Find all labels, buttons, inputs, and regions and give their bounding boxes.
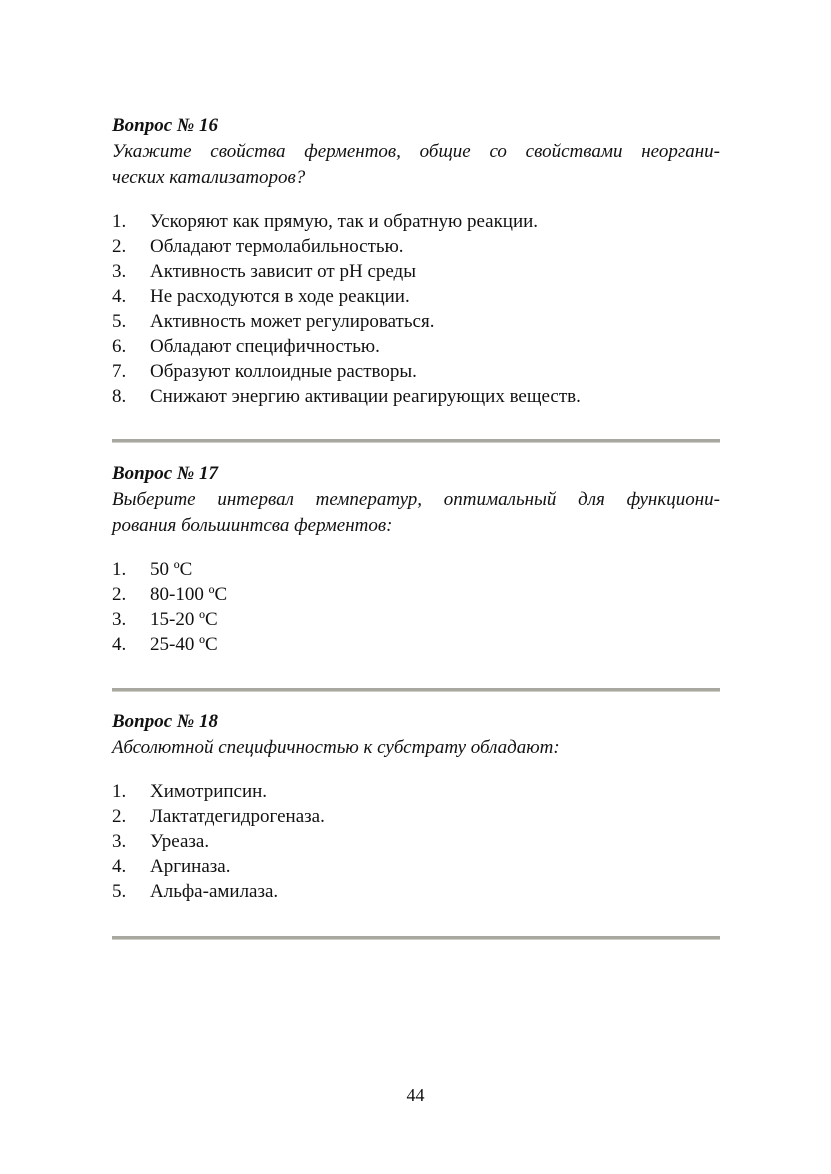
question-text-line: Укажите свойства ферментов, общие со свойствами неоргани- (112, 141, 720, 162)
answer-option (112, 779, 720, 804)
answer-text: Не расходуются в ходе реакции. (150, 286, 410, 307)
answer-number: 1. (112, 559, 127, 580)
answer-text: Образуют коллоидные растворы. (150, 361, 417, 382)
answer-option (112, 557, 720, 582)
question-text-line: Абсолютной специфичностью к субстрату обладают: (112, 737, 560, 758)
section-divider (112, 439, 720, 443)
question-16 (112, 113, 720, 409)
question-title: Вопрос № 18 (112, 711, 219, 732)
question-text (112, 487, 720, 539)
answer-list (112, 209, 720, 409)
answer-number: 1. (112, 781, 127, 802)
answer-option (112, 804, 720, 829)
answer-option (112, 334, 720, 359)
question-17 (112, 461, 720, 657)
question-title: Вопрос № 16 (112, 115, 219, 136)
answer-text: Ускоряют как прямую, так и обратную реакции. (150, 211, 539, 232)
answer-text: 50 ºС (150, 559, 193, 580)
answer-option (112, 582, 720, 607)
answer-number: 2. (112, 806, 127, 827)
answer-number: 3. (112, 609, 127, 630)
answer-text: Химотрипсин. (150, 781, 268, 802)
answer-option (112, 384, 720, 409)
answer-number: 3. (112, 831, 127, 852)
answer-number: 5. (112, 311, 127, 332)
answer-number: 2. (112, 584, 127, 605)
answer-number: 8. (112, 386, 127, 407)
answer-list (112, 557, 720, 657)
answer-number: 4. (112, 286, 127, 307)
answer-option (112, 309, 720, 334)
answer-text: 80-100 ºС (150, 584, 228, 605)
answer-text: Лактатдегидрогеназа. (150, 806, 325, 827)
answer-number: 4. (112, 634, 127, 655)
answer-text: 15-20 ºС (150, 609, 218, 630)
answer-text: Уреаза. (150, 831, 210, 852)
answer-option (112, 284, 720, 309)
answer-option (112, 607, 720, 632)
section-divider (112, 936, 720, 940)
answer-text: Обладают термолабильностью. (150, 236, 404, 257)
question-text (112, 139, 720, 191)
answer-option (112, 879, 720, 904)
answer-option (112, 632, 720, 657)
page-number: 44 (406, 1085, 425, 1105)
answer-option (112, 829, 720, 854)
question-title: Вопрос № 17 (112, 463, 219, 484)
answer-number: 4. (112, 856, 127, 877)
answer-text: Снижают энергию активации реагирующих веществ. (150, 386, 581, 407)
section-divider (112, 688, 720, 692)
answer-option (112, 209, 720, 234)
answer-option (112, 359, 720, 384)
question-18 (112, 709, 720, 904)
answer-number: 5. (112, 881, 127, 902)
question-text-line: Выберите интервал температур, оптимальный для функциони- (112, 489, 720, 510)
question-text-line: ческих катализаторов? (112, 167, 306, 188)
answer-text: 25-40 ºС (150, 634, 218, 655)
answer-text: Аргиназа. (150, 856, 231, 877)
answer-number: 3. (112, 261, 127, 282)
answer-text: Обладают специфичностью. (150, 336, 380, 357)
answer-number: 6. (112, 336, 127, 357)
answer-text: Активность зависит от pH среды (150, 261, 416, 282)
answer-option (112, 259, 720, 284)
question-text-line: рования большинтсва ферментов: (112, 515, 393, 536)
answer-list (112, 779, 720, 904)
answer-text: Альфа-амилаза. (150, 881, 279, 902)
answer-number: 2. (112, 236, 127, 257)
answer-number: 1. (112, 211, 127, 232)
answer-number: 7. (112, 361, 127, 382)
question-text (112, 735, 720, 761)
answer-option (112, 854, 720, 879)
answer-option (112, 234, 720, 259)
answer-text: Активность может регулироваться. (150, 311, 435, 332)
